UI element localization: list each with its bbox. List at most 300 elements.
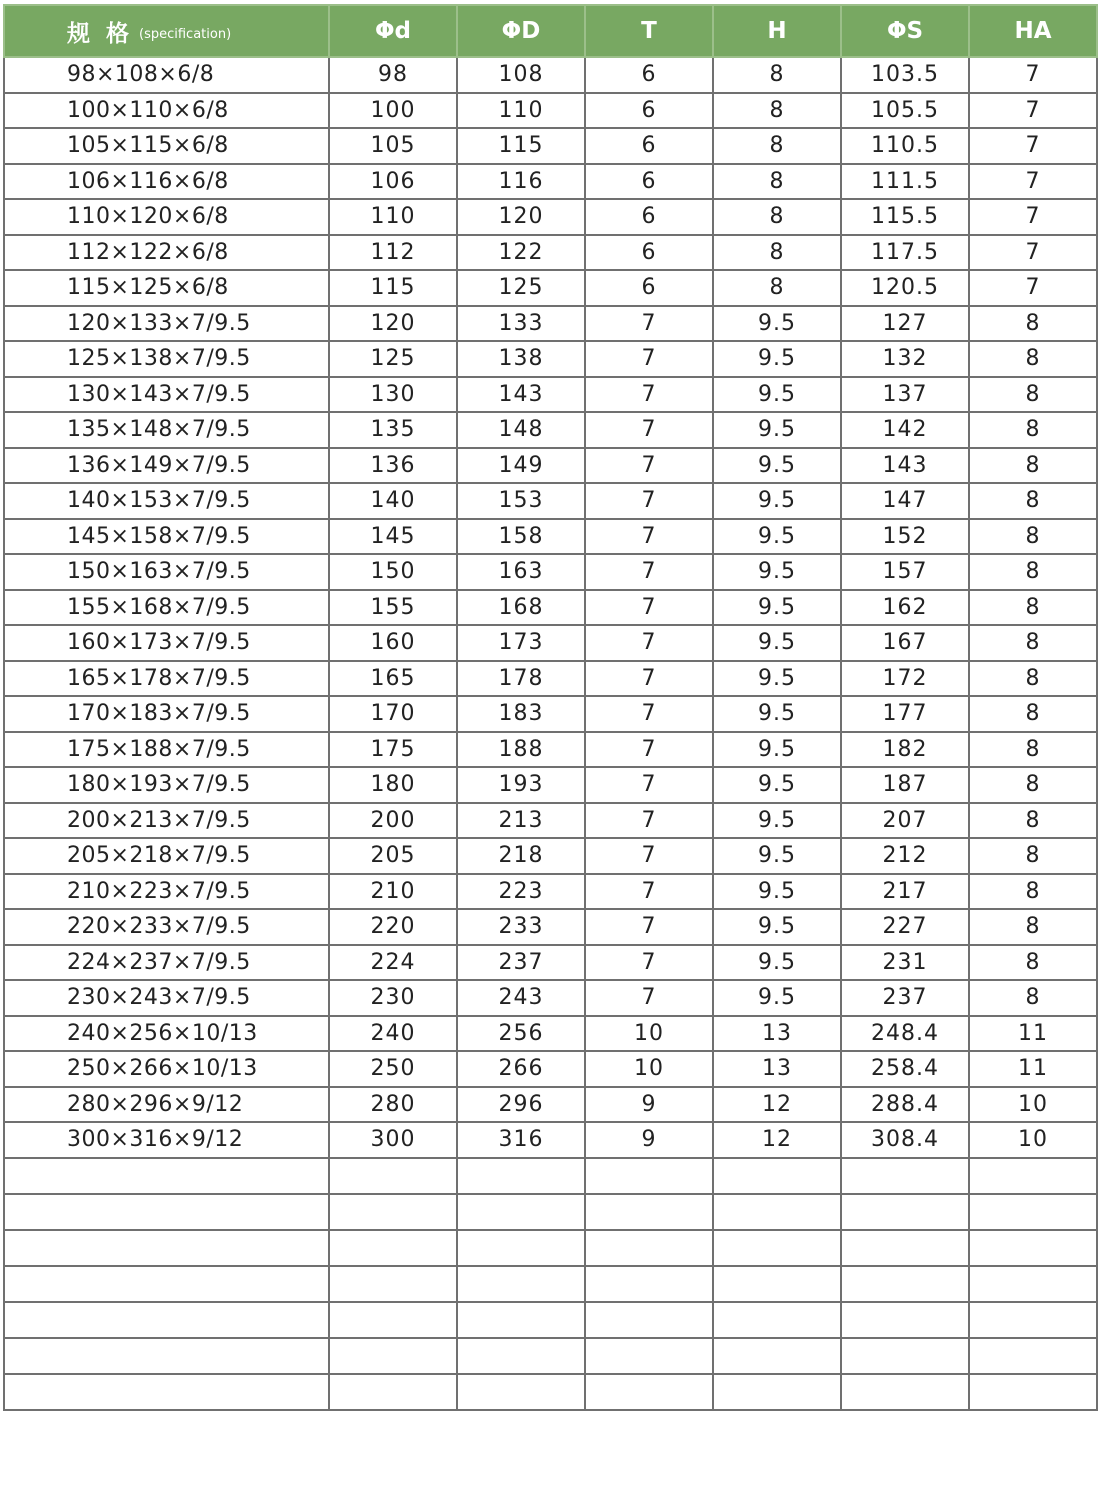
inner-diameter-cell: 150 <box>329 554 457 590</box>
table-row <box>4 590 1097 626</box>
table-row <box>4 732 1097 768</box>
outer-diameter-cell: 178 <box>457 661 585 697</box>
spec-cell: 106×116×6/8 <box>4 164 329 200</box>
t-cell: 7 <box>585 696 713 732</box>
outer-diameter-cell: 316 <box>457 1122 585 1158</box>
outer-diameter-cell: 148 <box>457 412 585 448</box>
ha-cell: 8 <box>969 554 1097 590</box>
empty-cell <box>4 1302 329 1338</box>
empty-cell <box>4 1230 329 1266</box>
t-cell: 7 <box>585 448 713 484</box>
empty-cell <box>585 1374 713 1410</box>
empty-cell <box>4 1374 329 1410</box>
table-row <box>4 838 1097 874</box>
spec-cell: 210×223×7/9.5 <box>4 874 329 910</box>
empty-row <box>4 1302 1097 1338</box>
table-row <box>4 270 1097 306</box>
ha-cell: 8 <box>969 661 1097 697</box>
outer-diameter-cell: 116 <box>457 164 585 200</box>
s-diameter-cell: 152 <box>841 519 969 555</box>
h-cell: 9.5 <box>713 590 841 626</box>
ha-cell: 8 <box>969 767 1097 803</box>
empty-cell <box>585 1230 713 1266</box>
h-cell: 9.5 <box>713 732 841 768</box>
header-s-diameter: ΦS <box>841 5 969 57</box>
ha-cell: 10 <box>969 1087 1097 1123</box>
empty-cell <box>713 1302 841 1338</box>
inner-diameter-cell: 250 <box>329 1051 457 1087</box>
empty-cell <box>969 1266 1097 1302</box>
spec-cell: 200×213×7/9.5 <box>4 803 329 839</box>
inner-diameter-cell: 175 <box>329 732 457 768</box>
empty-row <box>4 1230 1097 1266</box>
t-cell: 9 <box>585 1087 713 1123</box>
t-cell: 7 <box>585 661 713 697</box>
empty-cell <box>329 1266 457 1302</box>
outer-diameter-cell: 256 <box>457 1016 585 1052</box>
s-diameter-cell: 172 <box>841 661 969 697</box>
empty-cell <box>457 1374 585 1410</box>
empty-cell <box>841 1302 969 1338</box>
table-row <box>4 909 1097 945</box>
spec-cell: 115×125×6/8 <box>4 270 329 306</box>
ha-cell: 8 <box>969 838 1097 874</box>
spec-cell: 250×266×10/13 <box>4 1051 329 1087</box>
table-row <box>4 554 1097 590</box>
inner-diameter-cell: 155 <box>329 590 457 626</box>
t-cell: 6 <box>585 93 713 129</box>
spec-cell: 224×237×7/9.5 <box>4 945 329 981</box>
empty-cell <box>969 1230 1097 1266</box>
spec-cell: 155×168×7/9.5 <box>4 590 329 626</box>
inner-diameter-cell: 160 <box>329 625 457 661</box>
h-cell: 9.5 <box>713 412 841 448</box>
t-cell: 10 <box>585 1016 713 1052</box>
header-outer-diameter: ΦD <box>457 5 585 57</box>
t-cell: 6 <box>585 57 713 93</box>
spec-cell: 130×143×7/9.5 <box>4 377 329 413</box>
t-cell: 7 <box>585 625 713 661</box>
h-cell: 9.5 <box>713 945 841 981</box>
header-h: H <box>713 5 841 57</box>
s-diameter-cell: 308.4 <box>841 1122 969 1158</box>
spec-cell: 175×188×7/9.5 <box>4 732 329 768</box>
h-cell: 8 <box>713 164 841 200</box>
table-row <box>4 235 1097 271</box>
inner-diameter-cell: 300 <box>329 1122 457 1158</box>
empty-cell <box>457 1194 585 1230</box>
t-cell: 7 <box>585 412 713 448</box>
empty-cell <box>329 1194 457 1230</box>
outer-diameter-cell: 133 <box>457 306 585 342</box>
s-diameter-cell: 217 <box>841 874 969 910</box>
ha-cell: 8 <box>969 590 1097 626</box>
empty-cell <box>969 1374 1097 1410</box>
empty-cell <box>585 1194 713 1230</box>
empty-cell <box>841 1338 969 1374</box>
outer-diameter-cell: 153 <box>457 483 585 519</box>
table-row <box>4 483 1097 519</box>
spec-cell: 120×133×7/9.5 <box>4 306 329 342</box>
ha-cell: 7 <box>969 164 1097 200</box>
inner-diameter-cell: 110 <box>329 199 457 235</box>
spec-cell: 112×122×6/8 <box>4 235 329 271</box>
ha-cell: 8 <box>969 306 1097 342</box>
ha-cell: 7 <box>969 235 1097 271</box>
inner-diameter-cell: 136 <box>329 448 457 484</box>
t-cell: 7 <box>585 341 713 377</box>
empty-cell <box>4 1266 329 1302</box>
ha-cell: 8 <box>969 803 1097 839</box>
t-cell: 7 <box>585 945 713 981</box>
inner-diameter-cell: 130 <box>329 377 457 413</box>
empty-cell <box>4 1338 329 1374</box>
outer-diameter-cell: 115 <box>457 128 585 164</box>
empty-cell <box>969 1302 1097 1338</box>
table-row <box>4 519 1097 555</box>
table-row <box>4 306 1097 342</box>
h-cell: 8 <box>713 199 841 235</box>
empty-cell <box>4 1194 329 1230</box>
ha-cell: 8 <box>969 412 1097 448</box>
outer-diameter-cell: 218 <box>457 838 585 874</box>
ha-cell: 7 <box>969 199 1097 235</box>
table-row <box>4 57 1097 93</box>
inner-diameter-cell: 120 <box>329 306 457 342</box>
h-cell: 9.5 <box>713 803 841 839</box>
h-cell: 9.5 <box>713 448 841 484</box>
h-cell: 9.5 <box>713 483 841 519</box>
s-diameter-cell: 111.5 <box>841 164 969 200</box>
empty-cell <box>585 1266 713 1302</box>
empty-row <box>4 1374 1097 1410</box>
h-cell: 9.5 <box>713 874 841 910</box>
inner-diameter-cell: 145 <box>329 519 457 555</box>
empty-cell <box>841 1230 969 1266</box>
h-cell: 12 <box>713 1122 841 1158</box>
spec-cell: 205×218×7/9.5 <box>4 838 329 874</box>
t-cell: 7 <box>585 909 713 945</box>
outer-diameter-cell: 163 <box>457 554 585 590</box>
header-t: T <box>585 5 713 57</box>
ha-cell: 8 <box>969 980 1097 1016</box>
t-cell: 10 <box>585 1051 713 1087</box>
outer-diameter-cell: 122 <box>457 235 585 271</box>
s-diameter-cell: 288.4 <box>841 1087 969 1123</box>
table-row <box>4 696 1097 732</box>
spec-cell: 170×183×7/9.5 <box>4 696 329 732</box>
t-cell: 7 <box>585 519 713 555</box>
h-cell: 12 <box>713 1087 841 1123</box>
t-cell: 6 <box>585 270 713 306</box>
t-cell: 7 <box>585 838 713 874</box>
ha-cell: 8 <box>969 625 1097 661</box>
inner-diameter-cell: 115 <box>329 270 457 306</box>
spec-table <box>3 4 1098 1411</box>
h-cell: 9.5 <box>713 625 841 661</box>
outer-diameter-cell: 108 <box>457 57 585 93</box>
empty-cell <box>457 1266 585 1302</box>
inner-diameter-cell: 240 <box>329 1016 457 1052</box>
empty-row <box>4 1338 1097 1374</box>
s-diameter-cell: 177 <box>841 696 969 732</box>
s-diameter-cell: 120.5 <box>841 270 969 306</box>
h-cell: 9.5 <box>713 341 841 377</box>
outer-diameter-cell: 110 <box>457 93 585 129</box>
outer-diameter-cell: 233 <box>457 909 585 945</box>
spec-cell: 160×173×7/9.5 <box>4 625 329 661</box>
s-diameter-cell: 143 <box>841 448 969 484</box>
empty-row <box>4 1194 1097 1230</box>
spec-cell: 300×316×9/12 <box>4 1122 329 1158</box>
s-diameter-cell: 212 <box>841 838 969 874</box>
ha-cell: 8 <box>969 377 1097 413</box>
s-diameter-cell: 258.4 <box>841 1051 969 1087</box>
table-row <box>4 945 1097 981</box>
table-row <box>4 1051 1097 1087</box>
s-diameter-cell: 115.5 <box>841 199 969 235</box>
outer-diameter-cell: 296 <box>457 1087 585 1123</box>
h-cell: 9.5 <box>713 554 841 590</box>
outer-diameter-cell: 143 <box>457 377 585 413</box>
inner-diameter-cell: 165 <box>329 661 457 697</box>
h-cell: 8 <box>713 57 841 93</box>
s-diameter-cell: 162 <box>841 590 969 626</box>
spec-cell: 240×256×10/13 <box>4 1016 329 1052</box>
s-diameter-cell: 137 <box>841 377 969 413</box>
header-spec-sub: (specification) <box>139 26 232 42</box>
table-row <box>4 128 1097 164</box>
spec-cell: 98×108×6/8 <box>4 57 329 93</box>
ha-cell: 11 <box>969 1016 1097 1052</box>
inner-diameter-cell: 125 <box>329 341 457 377</box>
t-cell: 6 <box>585 164 713 200</box>
empty-cell <box>329 1374 457 1410</box>
inner-diameter-cell: 98 <box>329 57 457 93</box>
s-diameter-cell: 248.4 <box>841 1016 969 1052</box>
inner-diameter-cell: 112 <box>329 235 457 271</box>
h-cell: 13 <box>713 1051 841 1087</box>
t-cell: 9 <box>585 1122 713 1158</box>
ha-cell: 8 <box>969 519 1097 555</box>
table-body <box>4 57 1097 1410</box>
s-diameter-cell: 105.5 <box>841 93 969 129</box>
ha-cell: 8 <box>969 909 1097 945</box>
ha-cell: 8 <box>969 696 1097 732</box>
empty-cell <box>841 1374 969 1410</box>
spec-cell: 145×158×7/9.5 <box>4 519 329 555</box>
spec-cell: 230×243×7/9.5 <box>4 980 329 1016</box>
s-diameter-cell: 237 <box>841 980 969 1016</box>
empty-cell <box>329 1302 457 1338</box>
spec-cell: 105×115×6/8 <box>4 128 329 164</box>
t-cell: 7 <box>585 377 713 413</box>
header-ha: HA <box>969 5 1097 57</box>
t-cell: 6 <box>585 128 713 164</box>
inner-diameter-cell: 220 <box>329 909 457 945</box>
ha-cell: 7 <box>969 57 1097 93</box>
spec-cell: 180×193×7/9.5 <box>4 767 329 803</box>
table-row <box>4 377 1097 413</box>
h-cell: 9.5 <box>713 306 841 342</box>
empty-cell <box>713 1158 841 1194</box>
spec-cell: 150×163×7/9.5 <box>4 554 329 590</box>
inner-diameter-cell: 230 <box>329 980 457 1016</box>
h-cell: 9.5 <box>713 696 841 732</box>
s-diameter-cell: 117.5 <box>841 235 969 271</box>
table-row <box>4 93 1097 129</box>
h-cell: 9.5 <box>713 519 841 555</box>
outer-diameter-cell: 243 <box>457 980 585 1016</box>
outer-diameter-cell: 237 <box>457 945 585 981</box>
outer-diameter-cell: 138 <box>457 341 585 377</box>
outer-diameter-cell: 183 <box>457 696 585 732</box>
spec-cell: 110×120×6/8 <box>4 199 329 235</box>
spec-cell: 136×149×7/9.5 <box>4 448 329 484</box>
inner-diameter-cell: 100 <box>329 93 457 129</box>
empty-cell <box>457 1302 585 1338</box>
empty-cell <box>457 1158 585 1194</box>
ha-cell: 7 <box>969 93 1097 129</box>
empty-cell <box>969 1158 1097 1194</box>
spec-cell: 280×296×9/12 <box>4 1087 329 1123</box>
h-cell: 13 <box>713 1016 841 1052</box>
t-cell: 6 <box>585 199 713 235</box>
table-row <box>4 980 1097 1016</box>
h-cell: 9.5 <box>713 909 841 945</box>
spec-cell: 165×178×7/9.5 <box>4 661 329 697</box>
table-row <box>4 874 1097 910</box>
inner-diameter-cell: 105 <box>329 128 457 164</box>
t-cell: 7 <box>585 732 713 768</box>
outer-diameter-cell: 193 <box>457 767 585 803</box>
spec-cell: 135×148×7/9.5 <box>4 412 329 448</box>
table-row <box>4 1122 1097 1158</box>
h-cell: 9.5 <box>713 838 841 874</box>
empty-cell <box>713 1194 841 1230</box>
table-row <box>4 803 1097 839</box>
empty-cell <box>585 1158 713 1194</box>
ha-cell: 8 <box>969 341 1097 377</box>
t-cell: 7 <box>585 590 713 626</box>
outer-diameter-cell: 266 <box>457 1051 585 1087</box>
s-diameter-cell: 207 <box>841 803 969 839</box>
h-cell: 8 <box>713 235 841 271</box>
inner-diameter-cell: 170 <box>329 696 457 732</box>
inner-diameter-cell: 200 <box>329 803 457 839</box>
inner-diameter-cell: 280 <box>329 1087 457 1123</box>
s-diameter-cell: 103.5 <box>841 57 969 93</box>
outer-diameter-cell: 149 <box>457 448 585 484</box>
ha-cell: 8 <box>969 732 1097 768</box>
ha-cell: 8 <box>969 483 1097 519</box>
empty-cell <box>585 1338 713 1374</box>
inner-diameter-cell: 180 <box>329 767 457 803</box>
empty-cell <box>713 1230 841 1266</box>
table-row <box>4 661 1097 697</box>
ha-cell: 7 <box>969 270 1097 306</box>
empty-cell <box>713 1374 841 1410</box>
empty-cell <box>329 1158 457 1194</box>
header-inner-diameter: Φd <box>329 5 457 57</box>
inner-diameter-cell: 135 <box>329 412 457 448</box>
table-row <box>4 625 1097 661</box>
empty-row <box>4 1266 1097 1302</box>
table-row <box>4 1016 1097 1052</box>
table-row <box>4 412 1097 448</box>
outer-diameter-cell: 168 <box>457 590 585 626</box>
h-cell: 8 <box>713 93 841 129</box>
t-cell: 7 <box>585 874 713 910</box>
s-diameter-cell: 147 <box>841 483 969 519</box>
header-spec-label: 规 格 <box>67 20 134 47</box>
t-cell: 7 <box>585 980 713 1016</box>
empty-cell <box>969 1194 1097 1230</box>
s-diameter-cell: 142 <box>841 412 969 448</box>
inner-diameter-cell: 205 <box>329 838 457 874</box>
inner-diameter-cell: 106 <box>329 164 457 200</box>
table-row <box>4 341 1097 377</box>
inner-diameter-cell: 224 <box>329 945 457 981</box>
empty-cell <box>4 1158 329 1194</box>
table-row <box>4 767 1097 803</box>
h-cell: 8 <box>713 128 841 164</box>
header-spec <box>4 5 329 57</box>
outer-diameter-cell: 158 <box>457 519 585 555</box>
empty-cell <box>329 1230 457 1266</box>
outer-diameter-cell: 125 <box>457 270 585 306</box>
t-cell: 7 <box>585 803 713 839</box>
t-cell: 7 <box>585 554 713 590</box>
h-cell: 9.5 <box>713 661 841 697</box>
ha-cell: 7 <box>969 128 1097 164</box>
ha-cell: 8 <box>969 945 1097 981</box>
outer-diameter-cell: 173 <box>457 625 585 661</box>
outer-diameter-cell: 188 <box>457 732 585 768</box>
outer-diameter-cell: 120 <box>457 199 585 235</box>
empty-cell <box>329 1338 457 1374</box>
ha-cell: 10 <box>969 1122 1097 1158</box>
spec-cell: 125×138×7/9.5 <box>4 341 329 377</box>
s-diameter-cell: 127 <box>841 306 969 342</box>
s-diameter-cell: 157 <box>841 554 969 590</box>
empty-cell <box>841 1158 969 1194</box>
h-cell: 9.5 <box>713 980 841 1016</box>
s-diameter-cell: 132 <box>841 341 969 377</box>
table-row <box>4 448 1097 484</box>
empty-cell <box>841 1266 969 1302</box>
h-cell: 9.5 <box>713 767 841 803</box>
empty-cell <box>585 1302 713 1338</box>
t-cell: 6 <box>585 235 713 271</box>
t-cell: 7 <box>585 483 713 519</box>
table-row <box>4 164 1097 200</box>
h-cell: 9.5 <box>713 377 841 413</box>
spec-cell: 100×110×6/8 <box>4 93 329 129</box>
empty-cell <box>841 1194 969 1230</box>
ha-cell: 8 <box>969 874 1097 910</box>
outer-diameter-cell: 213 <box>457 803 585 839</box>
s-diameter-cell: 182 <box>841 732 969 768</box>
s-diameter-cell: 110.5 <box>841 128 969 164</box>
ha-cell: 11 <box>969 1051 1097 1087</box>
empty-row <box>4 1158 1097 1194</box>
outer-diameter-cell: 223 <box>457 874 585 910</box>
table-row <box>4 199 1097 235</box>
header-row <box>4 5 1097 57</box>
inner-diameter-cell: 140 <box>329 483 457 519</box>
h-cell: 8 <box>713 270 841 306</box>
